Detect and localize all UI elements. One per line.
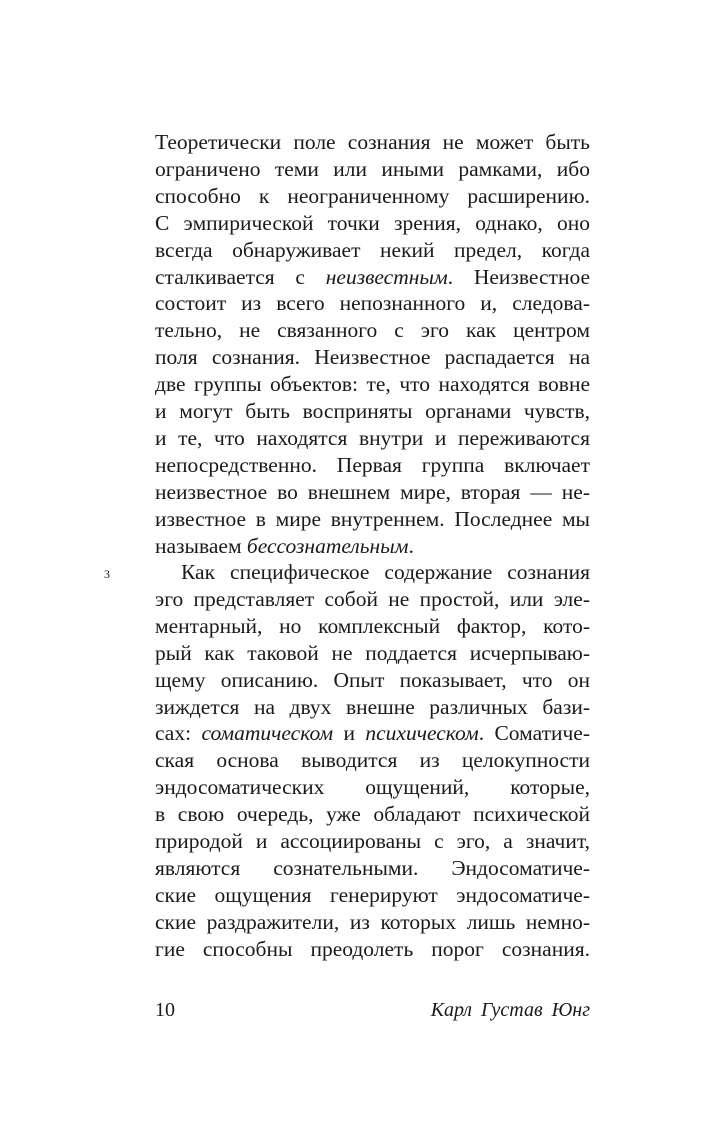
text-line: Теоретически поле сознания не может быть <box>155 130 590 154</box>
text-line: известное в мире внутреннем. Последнее мы <box>155 506 590 531</box>
text-run: и <box>333 721 366 746</box>
text-line: Как специфическое содержание сознания <box>181 560 590 584</box>
text-line: щему описанию. Опыт показывает, что он <box>155 667 590 692</box>
text-run: . <box>408 533 414 558</box>
text-run: . Соматиче- <box>478 721 590 746</box>
text-run: сах: <box>155 721 202 746</box>
text-line: всегда обнаруживает некий предел, когда <box>155 237 590 262</box>
text-line <box>155 720 590 747</box>
italic-term: соматическом <box>201 721 334 746</box>
text-line: С эмпирической точки зрения, однако, оно <box>155 210 590 235</box>
paragraph-2 <box>155 559 590 963</box>
text-line: в свою очередь, уже обладают психической <box>155 802 590 827</box>
text-line: поля сознания. Неизвестное распадается на <box>155 345 590 370</box>
text-line: являются сознательными. Эндосоматиче- <box>155 855 590 880</box>
text-line: способно к неограниченному расширению. <box>155 183 590 208</box>
text-line: рый как таковой не поддается исчерпываю- <box>155 640 590 665</box>
text-line: ментарный, но комплексный фактор, кото- <box>155 613 590 638</box>
text-line: две группы объектов: те, что находятся вовне <box>155 372 590 397</box>
text-line: природой и ассоциированы с эго, а значит, <box>155 829 590 854</box>
text-line <box>155 264 590 291</box>
text-line <box>155 533 590 560</box>
text-line: зиждется на двух внешне различных бази- <box>155 694 590 719</box>
text-run: сталкивается с <box>155 264 326 289</box>
italic-term: психическом <box>365 721 479 746</box>
text-line: эндосоматических ощущений, которые, <box>155 775 590 800</box>
italic-term: неизвестным <box>325 264 448 289</box>
text-line: непосредственно. Первая группа включает <box>155 452 590 477</box>
text-line: ограничено теми или иными рамками, ибо <box>155 156 590 181</box>
text-line: эго представляет собой не простой, или эле- <box>155 586 590 611</box>
text-run: . Неизвестное <box>447 264 591 289</box>
page-footer <box>155 996 590 1024</box>
text-line: тельно, не связанного с эго как центром <box>155 318 590 343</box>
text-line: ские раздражители, из которых лишь немно- <box>155 909 590 934</box>
text-line: состоит из всего непознанного и, следова- <box>155 291 590 316</box>
text-line: неизвестное во внешнем мире, вторая — не- <box>155 479 590 504</box>
page-number: 10 <box>155 999 175 1021</box>
text-line: гие способны преодолеть порог сознания. <box>155 936 590 961</box>
text-run: называем <box>155 533 247 558</box>
paragraph-1 <box>155 129 590 560</box>
running-title: Карл Густав Юнг <box>430 999 590 1021</box>
italic-term: бессознательным <box>246 533 409 558</box>
text-line: и могут быть восприняты органами чувств, <box>155 399 590 424</box>
text-line: ские ощущения генерируют эндосоматиче- <box>155 882 590 907</box>
margin-note-number: 3 <box>104 567 110 581</box>
text-line: ская основа выводится из целокупности <box>155 748 590 773</box>
text-line: и те, что находятся внутри и переживаются <box>155 425 590 450</box>
